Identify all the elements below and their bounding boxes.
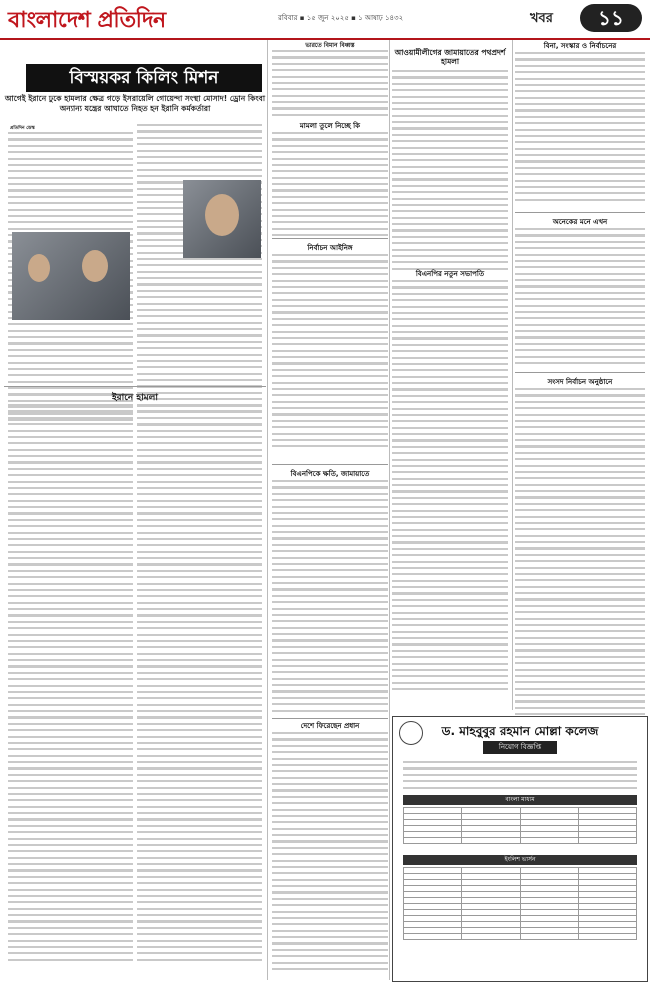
divider <box>515 212 645 213</box>
ad-title: ড. মাহবুবুর রহমান মোল্লা কলেজ <box>441 724 599 738</box>
story-title-8[interactable]: দেশে ফিরেছেন প্রধান <box>300 722 360 730</box>
story-title-3[interactable]: নির্বাচন আইনিঙ্গ <box>307 244 353 252</box>
lead-headline[interactable]: বিস্ময়কর কিলিং মিশন <box>26 64 262 92</box>
lead-subheadline: আগেই ইরানে ঢুকে হামলার ক্ষেত্র গড়ে ইসরায়েলি গোয়েন্দা সংস্থা মোসাদ! ড্রোন কিংবা অন্যান্য যন্ত্রের আঘাতে নিহত হন ইরানি কর্মকর্তারা <box>4 94 266 113</box>
dateline: রবিবার ▪ ১৫ জুন ২০২৫ ▪ ১ আষাঢ় ১৪৩২ <box>278 14 404 22</box>
story-title-2[interactable]: মামলা তুলে নিচ্ছে কি <box>299 122 361 130</box>
ad-section-bangla: বাংলা মাধ্যম <box>403 795 637 805</box>
story-11-body <box>515 388 645 720</box>
column-divider <box>512 40 513 710</box>
section-label: খবর <box>530 11 553 26</box>
ad-badge: নিয়োগ বিজ্ঞপ্তি <box>483 741 557 754</box>
divider <box>4 386 266 387</box>
story-7-body <box>272 480 388 716</box>
story-title-10[interactable]: অনেকের মনে এখন <box>552 218 608 226</box>
ad-table-bangla <box>403 807 637 844</box>
story-title-11[interactable]: সংসদ নির্বাচন অনুষ্ঠানে <box>547 378 613 386</box>
ad-table-english <box>403 867 637 940</box>
column-divider <box>267 40 268 980</box>
story-ilan-col2 <box>137 404 262 965</box>
lead-photo-2 <box>183 180 261 258</box>
lead-byline: প্রতিদিন ডেস্ক <box>10 126 35 131</box>
story-3-body <box>272 254 388 452</box>
column-divider <box>389 40 390 980</box>
story-title-ilan[interactable]: ইরানে হামলা <box>111 393 158 403</box>
story-ilan-col1 <box>8 404 133 965</box>
story-10-body <box>515 228 645 368</box>
divider <box>272 464 388 465</box>
lead-photo-1 <box>12 232 130 320</box>
story-2-body <box>272 132 388 240</box>
newspaper-logo[interactable]: বাংলাদেশ প্রতিদিন <box>8 7 166 33</box>
story-8-body <box>272 732 388 974</box>
divider <box>272 238 388 239</box>
lead-body-col2 <box>137 124 262 430</box>
story-1-body <box>272 50 388 120</box>
ad-section-english: ইংলিশ ভার্সন <box>403 855 637 865</box>
story-title-9[interactable]: বিনা, সংস্কার ও নির্বাচনের <box>543 42 617 50</box>
story-4-body <box>392 70 508 274</box>
divider <box>515 372 645 373</box>
page-number: ১১ <box>580 4 642 32</box>
masthead <box>0 0 650 40</box>
story-title-5[interactable]: বিএনপির নতুন সভাপতি <box>415 270 485 278</box>
story-title-4[interactable]: আওয়ামীলীগের জামায়াতের পথপ্রদর্শ হামলা <box>394 48 506 66</box>
divider <box>272 718 388 719</box>
ad-intro <box>403 761 637 793</box>
story-5-body <box>392 280 508 694</box>
story-title-1[interactable]: ভারতে বিমান বিধ্বস্ত <box>305 42 355 49</box>
story-9-body <box>515 52 645 205</box>
college-recruitment-ad <box>392 716 648 982</box>
story-title-7[interactable]: বিএনপিকে ক্ষতি, জামায়াতে <box>290 470 370 478</box>
